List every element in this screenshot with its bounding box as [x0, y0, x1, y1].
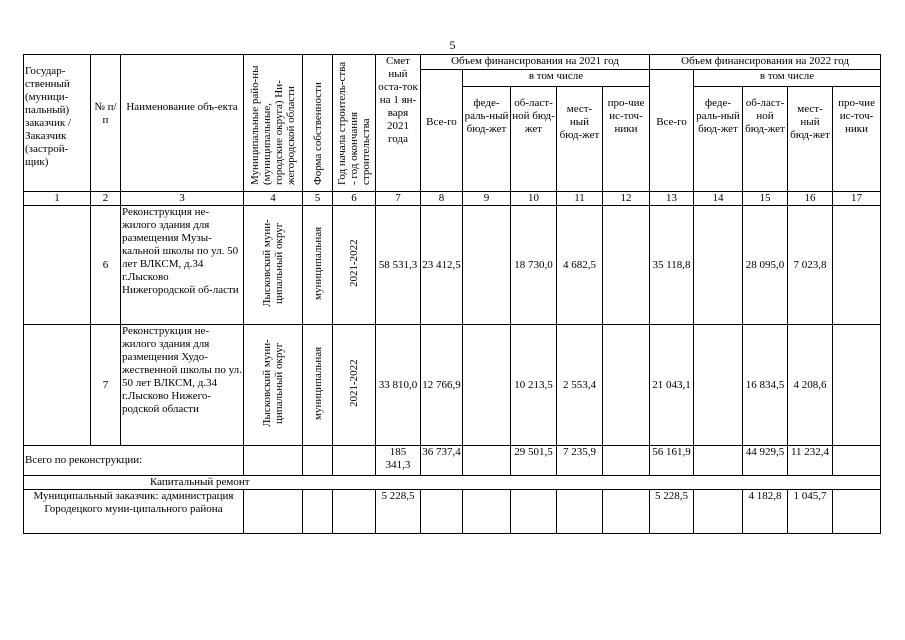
header-federal-2021: федe-раль-ный бюд-жет [463, 87, 511, 192]
cell-local-2022: 4 208,6 [788, 325, 833, 446]
customer-regional-2022: 4 182,8 [743, 490, 788, 534]
header-fin-2021: Объем финансирования на 2021 год [421, 55, 650, 70]
cell-balance: 33 810,0 [376, 325, 421, 446]
empty-cell [244, 446, 303, 476]
cell-regional-2021: 10 213,5 [511, 325, 557, 446]
table-row [24, 206, 881, 325]
customer-label: Муниципальный заказчик: администрация Городецкого муни-ципального района [24, 490, 244, 534]
column-number: 16 [788, 192, 833, 206]
total-label: Всего по реконструкции: [24, 446, 244, 476]
cell-other-2022 [833, 206, 881, 325]
column-number: 3 [121, 192, 244, 206]
column-number: 12 [603, 192, 650, 206]
cell-customer [24, 325, 91, 446]
header-num: № п/п [91, 55, 121, 192]
column-number: 17 [833, 192, 881, 206]
header-total-2021: Все-го [421, 70, 463, 192]
empty-cell [333, 490, 376, 534]
column-number: 8 [421, 192, 463, 206]
header-total-2022: Все-го [650, 70, 694, 192]
column-number: 10 [511, 192, 557, 206]
cell-local-2021: 4 682,5 [557, 206, 603, 325]
column-number: 1 [24, 192, 91, 206]
column-number: 15 [743, 192, 788, 206]
header-district: Муниципальные райо-ны (муниципальные, городские округа) Ни-жегородской области [249, 65, 297, 185]
empty-cell [333, 446, 376, 476]
cell-regional-2022: 16 834,5 [743, 325, 788, 446]
column-number: 11 [557, 192, 603, 206]
cell-local-2022: 7 023,8 [788, 206, 833, 325]
empty-cell [694, 490, 743, 534]
header-object-name: Наименование объ-екта [121, 55, 244, 192]
cell-years: 2021-2022 [348, 239, 360, 287]
cell-total-2021: 23 412,5 [421, 206, 463, 325]
cell-district: Лысковский муни-ципальный округ [261, 219, 285, 307]
cell-ownership: муниципальная [311, 346, 324, 420]
cell-years: 2021-2022 [348, 359, 360, 407]
table-row [24, 325, 881, 446]
cell-district-wrap [244, 325, 303, 446]
header-other-2022: про-чие ис-точ-ники [833, 87, 881, 192]
customer-local-2022: 1 045,7 [788, 490, 833, 534]
column-number: 5 [303, 192, 333, 206]
empty-cell [833, 490, 881, 534]
cell-ownership-wrap [303, 206, 333, 325]
empty-cell [511, 490, 557, 534]
cell-regional-2021: 18 730,0 [511, 206, 557, 325]
total-local-2022: 11 232,4 [788, 446, 833, 476]
cell-other-2021 [603, 206, 650, 325]
column-number: 2 [91, 192, 121, 206]
customer-total-2022: 5 228,5 [650, 490, 694, 534]
cell-customer [24, 206, 91, 325]
total-row [24, 446, 881, 476]
cell-district: Лысковский муни-ципальный округ [261, 339, 285, 427]
cell-district-wrap [244, 206, 303, 325]
header-customer: Государ-ственный (муници-пальный) заказчик / Заказчик (застрой-щик) [24, 55, 91, 192]
header-local-2022: мест-ный бюд-жет [788, 87, 833, 192]
empty-cell [303, 490, 333, 534]
cell-federal-2021 [463, 325, 511, 446]
column-number: 7 [376, 192, 421, 206]
empty-cell [463, 446, 511, 476]
total-local-2021: 7 235,9 [557, 446, 603, 476]
column-number: 6 [333, 192, 376, 206]
cell-object-name: Реконструкция не-жилого здания для размещения Музы-кальной школы по ул. 50 лет ВЛКСМ, д.34 г.Лысково Нижегородской об-ласти [121, 206, 244, 325]
total-regional-2021: 29 501,5 [511, 446, 557, 476]
header-federal-2022: федe-раль-ный бюд-жет [694, 87, 743, 192]
customer-row [24, 490, 881, 534]
empty-cell [421, 490, 463, 534]
cell-federal-2021 [463, 206, 511, 325]
header-district-cell [244, 55, 303, 192]
cell-federal-2022 [694, 206, 743, 325]
cell-federal-2022 [694, 325, 743, 446]
cell-years-wrap [333, 325, 376, 446]
header-regional-2022: об-ласт-ной бюд-жет [743, 87, 788, 192]
header-other-2021: про-чие ис-точ-ники [603, 87, 650, 192]
section-title-fill [376, 476, 881, 490]
cell-num: 6 [91, 206, 121, 325]
empty-cell [557, 490, 603, 534]
customer-balance: 5 228,5 [376, 490, 421, 534]
cell-years-wrap [333, 206, 376, 325]
total-2021: 36 737,4 [421, 446, 463, 476]
column-number: 4 [244, 192, 303, 206]
cell-local-2021: 2 553,4 [557, 325, 603, 446]
total-2022: 56 161,9 [650, 446, 694, 476]
empty-cell [603, 490, 650, 534]
cell-other-2021 [603, 325, 650, 446]
cell-regional-2022: 28 095,0 [743, 206, 788, 325]
empty-cell [463, 490, 511, 534]
cell-num: 7 [91, 325, 121, 446]
cell-object-name: Реконструкция не-жилого здания для размещения Худо-жественной школы по ул. 50 лет ВЛКСМ, д.34 г.Лысково Нижего-родской области [121, 325, 244, 446]
cell-total-2022: 21 043,1 [650, 325, 694, 446]
total-balance: 185 341,3 [376, 446, 421, 476]
header-years-cell [333, 55, 376, 192]
page-number: 5 [449, 38, 456, 52]
cell-other-2022 [833, 325, 881, 446]
financing-table [23, 54, 881, 534]
empty-cell [833, 446, 881, 476]
header-regional-2021: об-ласт-ной бюд-жет [511, 87, 557, 192]
empty-cell [244, 490, 303, 534]
header-balance: Смет ный оста-ток на 1 ян-варя 2021 года [376, 55, 421, 192]
cell-ownership-wrap [303, 325, 333, 446]
empty-cell [694, 446, 743, 476]
total-regional-2022: 44 929,5 [743, 446, 788, 476]
cell-balance: 58 531,3 [376, 206, 421, 325]
column-number: 13 [650, 192, 694, 206]
header-ownership: Форма собственности [311, 82, 324, 185]
cell-total-2022: 35 118,8 [650, 206, 694, 325]
section-title: Капитальный ремонт [24, 476, 376, 490]
empty-cell [603, 446, 650, 476]
cell-total-2021: 12 766,9 [421, 325, 463, 446]
column-number: 9 [463, 192, 511, 206]
header-local-2021: мест-ный бюд-жет [557, 87, 603, 192]
header-years: Год начала строитель-ства - год окончания строительства [336, 61, 372, 185]
column-number: 14 [694, 192, 743, 206]
header-incl-2021: в том числе [463, 70, 650, 87]
header-ownership-cell [303, 55, 333, 192]
header-fin-2022: Объем финансирования на 2022 год [650, 55, 881, 70]
header-incl-2022: в том числе [694, 70, 881, 87]
cell-ownership: муниципальная [311, 226, 324, 300]
empty-cell [303, 446, 333, 476]
